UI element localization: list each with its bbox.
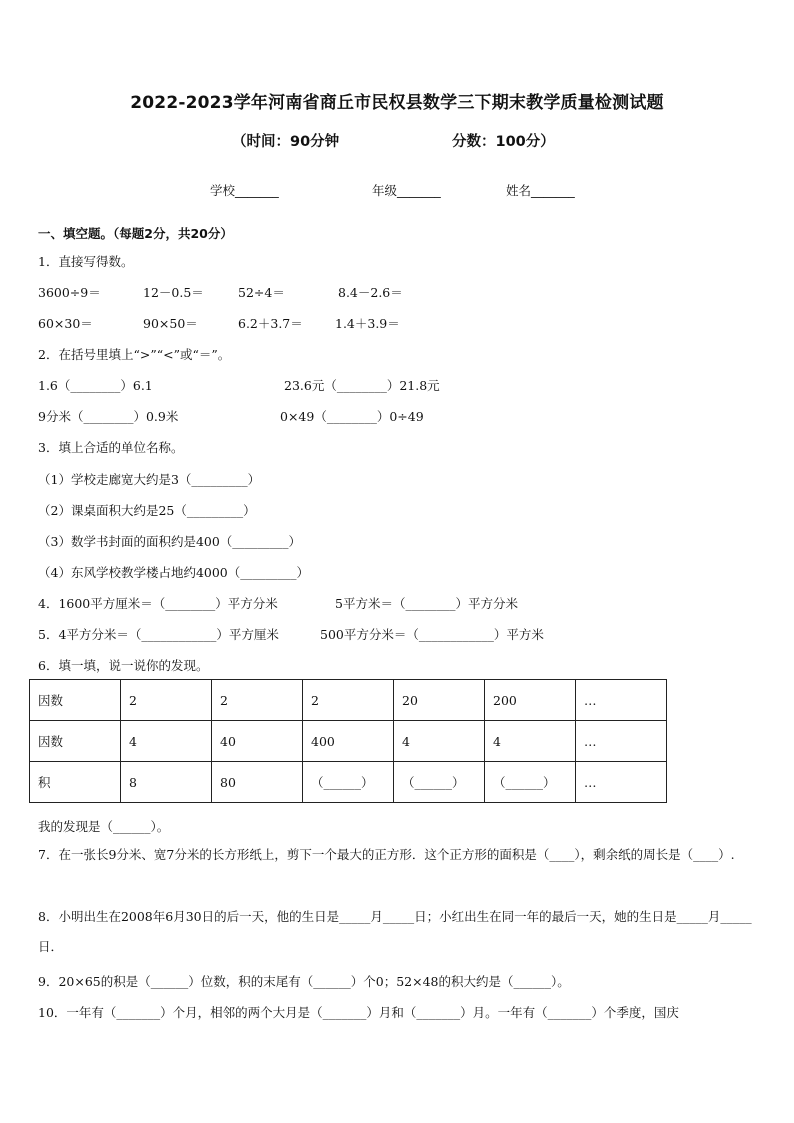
question-5-part-b: 500平方分米＝（____________）平方米 xyxy=(320,627,544,642)
name-field: 姓名_______ xyxy=(506,183,575,198)
table-row xyxy=(30,721,667,762)
compare-item: 1.6（________）6.1 xyxy=(38,378,153,393)
table-cell: … xyxy=(576,762,667,803)
table-row xyxy=(30,762,667,803)
question-3: 3．填上合适的单位名称。 xyxy=(38,440,184,455)
exam-score: 分数：100分） xyxy=(452,134,555,150)
school-field: 学校_______ xyxy=(210,183,279,198)
question-8: 8．小明出生在2008年6月30日的后一天，他的生日是_____月_____日；小红出生在同一年的最后一天，她的生日是_____月_____日． xyxy=(38,909,752,954)
table-cell: 因数 xyxy=(30,721,121,762)
section-heading: 一、填空题。（每题2分，共20分） xyxy=(38,226,233,241)
calc-item: 52÷4＝ xyxy=(238,285,285,300)
question-4-part-b: 5平方米＝（________）平方分米 xyxy=(335,596,518,611)
unit-item: （4）东风学校教学楼占地约4000（_________） xyxy=(38,565,310,580)
question-7: 7．在一张长9分米、宽7分米的长方形纸上，剪下一个最大的正方形．这个正方形的面积是（____），剩余纸的周长是（____）. xyxy=(38,847,735,862)
question-5-part-a: 5．4平方分米＝（____________）平方厘米 xyxy=(38,627,279,642)
question-2: 2．在括号里填上“>”“<”或“＝”。 xyxy=(38,347,231,362)
table-cell: 4 xyxy=(485,721,576,762)
calc-item: 90×50＝ xyxy=(143,316,198,331)
table-cell: 40 xyxy=(212,721,303,762)
calc-item: 60×30＝ xyxy=(38,316,93,331)
table-cell: 400 xyxy=(303,721,394,762)
table-cell: … xyxy=(576,721,667,762)
unit-item: （3）数学书封面的面积约是400（_________） xyxy=(38,534,302,549)
table-cell: 积 xyxy=(30,762,121,803)
page-title: 2022-2023学年河南省商丘市民权县数学三下期末教学质量检测试题 xyxy=(130,93,664,113)
table-cell: 20 xyxy=(394,680,485,721)
calc-item: 8.4－2.6＝ xyxy=(338,285,403,300)
table-cell: （______） xyxy=(394,762,485,803)
table-cell: 2 xyxy=(212,680,303,721)
calc-item: 1.4＋3.9＝ xyxy=(335,316,400,331)
table-cell: 8 xyxy=(121,762,212,803)
compare-item: 9分米（________）0.9米 xyxy=(38,409,179,424)
table-cell: （______） xyxy=(485,762,576,803)
compare-item: 0×49（________）0÷49 xyxy=(280,409,424,424)
question-4-part-a: 4．1600平方厘米＝（________）平方分米 xyxy=(38,596,278,611)
table-cell: 2 xyxy=(121,680,212,721)
question-10: 10．一年有（_______）个月，相邻的两个大月是（_______）月和（_______）月。一年有（_______）个季度，国庆 xyxy=(38,1005,679,1020)
calc-item: 12－0.5＝ xyxy=(143,285,204,300)
question-6: 6．填一填，说一说你的发现。 xyxy=(38,658,209,673)
unit-item: （2）课桌面积大约是25（_________） xyxy=(38,503,256,518)
table-cell: … xyxy=(576,680,667,721)
calc-item: 6.2＋3.7＝ xyxy=(238,316,303,331)
question-1: 1．直接写得数。 xyxy=(38,254,134,269)
table-cell: 4 xyxy=(121,721,212,762)
calc-item: 3600÷9＝ xyxy=(38,285,101,300)
table-cell: 80 xyxy=(212,762,303,803)
table-cell: 200 xyxy=(485,680,576,721)
exam-time: （时间：90分钟 xyxy=(232,134,340,150)
finding-line: 我的发现是（______）。 xyxy=(38,819,170,834)
table-cell: 因数 xyxy=(30,680,121,721)
compare-item: 23.6元（________）21.8元 xyxy=(284,378,440,393)
question-9: 9．20×65的积是（______）位数，积的末尾有（______）个0；52×48的积大约是（______）。 xyxy=(38,974,570,989)
table-cell: 4 xyxy=(394,721,485,762)
unit-item: （1）学校走廊宽大约是3（_________） xyxy=(38,472,261,487)
factor-table xyxy=(29,679,667,803)
grade-field: 年级_______ xyxy=(372,183,441,198)
table-cell: 2 xyxy=(303,680,394,721)
table-cell: （______） xyxy=(303,762,394,803)
table-row xyxy=(30,680,667,721)
